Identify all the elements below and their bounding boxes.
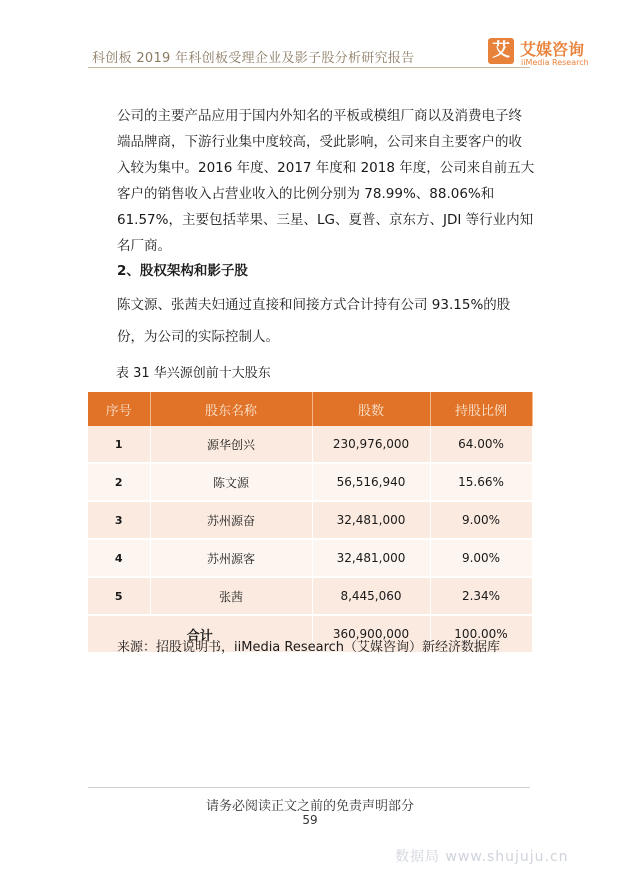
data-source-note: 来源：招股说明书，iiMedia Research（艾媒咨询）新经济数据库 bbox=[117, 640, 501, 655]
total-label: 合计 bbox=[88, 615, 312, 653]
holder-name: 张茜 bbox=[150, 577, 312, 615]
table-caption: 表 31 华兴源创前十大股东 bbox=[116, 366, 271, 381]
table-header-row bbox=[88, 392, 532, 426]
holder-name: 源华创兴 bbox=[150, 426, 312, 463]
shareholders-table bbox=[88, 392, 533, 654]
footer-divider bbox=[88, 787, 530, 788]
page-number: 59 bbox=[302, 813, 318, 827]
holder-name: 陈文源 bbox=[150, 463, 312, 501]
share-count: 230,976,000 bbox=[312, 426, 430, 463]
report-header-title: 科创板 2019 年科创板受理企业及影子股分析研究报告 bbox=[92, 51, 415, 66]
column-header-ratio: 持股比例 bbox=[430, 392, 532, 426]
table-row bbox=[88, 426, 532, 463]
row-index: 5 bbox=[88, 577, 150, 615]
column-header-index: 序号 bbox=[88, 392, 150, 426]
share-ratio: 9.00% bbox=[430, 539, 532, 577]
total-shares: 360,900,000 bbox=[312, 615, 430, 653]
holder-name: 苏州源奋 bbox=[150, 501, 312, 539]
logo-english-name: iiMedia Research bbox=[521, 58, 589, 67]
logo-chinese-name: 艾媒咨询 bbox=[520, 40, 585, 59]
share-ratio: 64.00% bbox=[430, 426, 532, 463]
column-header-holder: 股东名称 bbox=[150, 392, 312, 426]
share-ratio: 9.00% bbox=[430, 501, 532, 539]
row-index: 4 bbox=[88, 539, 150, 577]
share-ratio: 15.66% bbox=[430, 463, 532, 501]
controller-paragraph: 陈文源、张茜夫妇通过直接和间接方式合计持有公司 93.15%的股份，为公司的实际控制人。 bbox=[117, 297, 511, 345]
disclaimer-notice: 请务必阅读正文之前的免责声明部分 bbox=[205, 799, 414, 814]
holder-name: 苏州源客 bbox=[150, 539, 312, 577]
column-header-shares: 股数 bbox=[312, 392, 430, 426]
table-row bbox=[88, 539, 532, 577]
share-count: 32,481,000 bbox=[312, 539, 430, 577]
row-index: 2 bbox=[88, 463, 150, 501]
share-count: 56,516,940 bbox=[312, 463, 430, 501]
site-watermark: 数据局 www.shujuju.cn bbox=[395, 849, 569, 865]
table-row bbox=[88, 463, 532, 501]
row-index: 3 bbox=[88, 501, 150, 539]
section-title: 2、股权架构和影子股 bbox=[117, 263, 248, 279]
share-count: 8,445,060 bbox=[312, 577, 430, 615]
total-ratio: 100.00% bbox=[430, 615, 532, 653]
iimedia-logo-icon bbox=[488, 38, 514, 64]
row-index: 1 bbox=[88, 426, 150, 463]
share-ratio: 2.34% bbox=[430, 577, 532, 615]
share-count: 32,481,000 bbox=[312, 501, 430, 539]
table-row bbox=[88, 577, 532, 615]
header-divider bbox=[88, 67, 530, 68]
customer-concentration-paragraph: 公司的主要产品应用于国内外知名的平板或模组厂商以及消费电子终端品牌商，下游行业集中度较高，受此影响，公司来自主要客户的收入较为集中。2016 年度、2017 年度和 2018 年度，公司来自前五大客户的销售收入占营业收入的比例分别为 78.99%、88.06%和 61.57%，主要包括苹果、三星、LG、夏普、京东方、JDI 等行业内知名厂商。 bbox=[117, 108, 535, 254]
table-row bbox=[88, 501, 532, 539]
logo-glyph: 艾 bbox=[492, 40, 510, 61]
